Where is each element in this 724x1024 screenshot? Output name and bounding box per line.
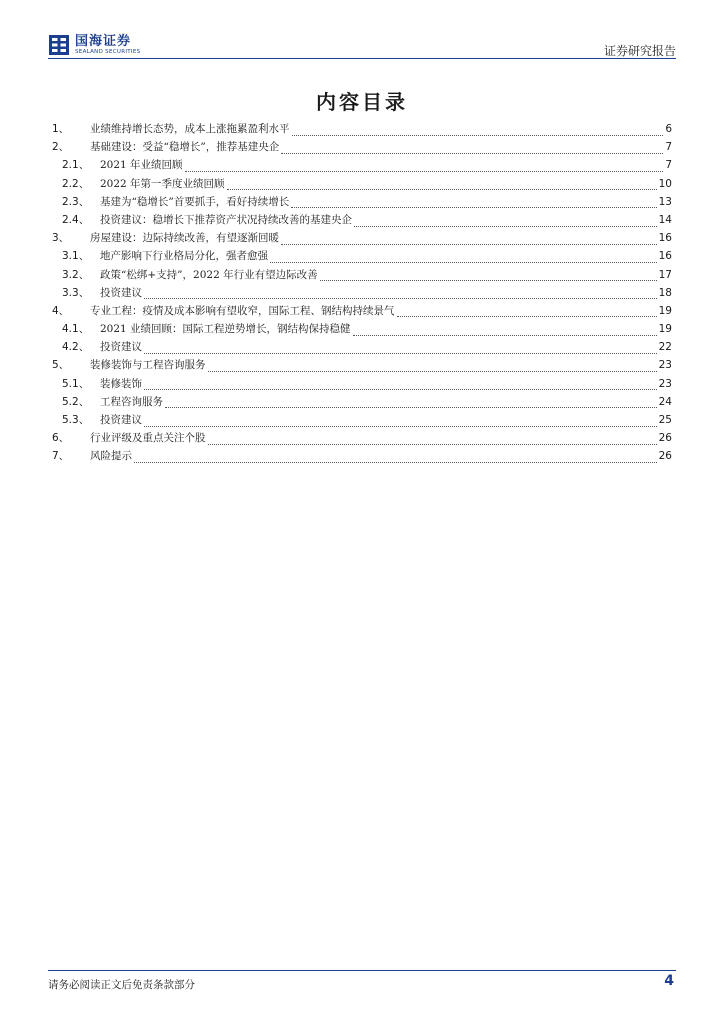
toc-entry-page: 13 [658,195,672,208]
toc-entry[interactable] [52,176,672,194]
toc-entry-number: 2.2、 [62,177,90,190]
toc-leader-dots [185,163,664,172]
toc-entry-title: 基础建设：受益“稳增长”，推荐基建央企 [90,141,280,154]
footer-divider [48,970,676,971]
toc-entry[interactable] [52,376,672,394]
toc-entry-number: 6、 [52,432,70,445]
toc-entry-number: 3.3、 [62,286,90,299]
toc-entry-number: 1、 [52,123,70,135]
company-logo [48,30,140,60]
logo-chinese-name: 国海证券 [75,33,132,49]
toc-entry-page: 19 [658,304,672,317]
toc-entry-page: 10 [658,177,672,190]
toc-entry-title: 投资建议 [100,341,142,354]
toc-entry[interactable] [52,194,672,212]
toc-entry-title: 行业评级及重点关注个股 [90,432,206,445]
toc-entry-number: 7、 [52,450,70,463]
toc-entry-number: 3.1、 [62,250,90,263]
toc-entry-number: 2.3、 [62,195,90,208]
toc-entry[interactable] [52,303,672,321]
toc-leader-dots [292,127,664,136]
toc-entry[interactable] [52,230,672,248]
toc-entry[interactable] [52,267,672,285]
toc-entry-title: 装修装饰与工程咨询服务 [90,359,206,372]
toc-entry-title: 专业工程：疫情及成本影响有望收窄，国际工程、钢结构持续景气 [90,304,395,317]
toc-entry-page: 23 [658,359,672,372]
table-of-contents [52,121,672,467]
toc-entry-number: 5.1、 [62,377,90,390]
toc-leader-dots [281,145,663,154]
toc-entry-page: 26 [658,450,672,463]
toc-entry-number: 2、 [52,141,70,154]
toc-entry[interactable] [52,357,672,375]
report-type-label: 证券研究报告 [603,44,676,58]
toc-entry-page: 7 [665,141,672,154]
toc-leader-dots [227,181,657,190]
toc-entry[interactable] [52,285,672,303]
toc-entry-number: 5.3、 [62,414,90,426]
toc-entry[interactable] [52,139,672,157]
toc-entry-page: 16 [658,232,672,245]
toc-entry-page: 16 [658,250,672,263]
sealand-logo-icon [48,34,70,56]
page-number: 4 [664,973,674,989]
toc-leader-dots [208,436,657,445]
toc-entry-number: 2.1、 [62,159,90,172]
toc-entry-title: 投资建议：稳增长下推荐资产状况持续改善的基建央企 [100,213,352,226]
toc-entry[interactable] [52,339,672,357]
toc-leader-dots [320,272,657,281]
toc-entry[interactable] [52,448,672,466]
header-divider [48,58,676,59]
toc-entry-number: 3.2、 [62,268,90,281]
toc-entry-title: 房屋建设：边际持续改善，有望逐渐回暖 [90,232,279,245]
toc-entry-title: 工程咨询服务 [100,395,163,408]
toc-leader-dots [144,290,657,299]
toc-entry-title: 2022 年第一季度业绩回顾 [100,177,225,190]
toc-entry[interactable] [52,121,672,139]
toc-leader-dots [144,381,657,390]
toc-entry-title: 投资建议 [100,286,142,299]
toc-entry-page: 6 [665,123,672,135]
toc-entry[interactable] [52,394,672,412]
toc-entry-number: 4.1、 [62,323,90,336]
toc-entry-title: 风险提示 [90,450,132,463]
toc-entry-title: 装修装饰 [100,377,142,390]
toc-entry-page: 22 [658,341,672,354]
toc-leader-dots [144,418,657,427]
toc-leader-dots [291,199,656,208]
toc-entry-number: 3、 [52,232,70,245]
toc-entry-number: 4、 [52,304,70,317]
toc-entry-number: 5、 [52,359,70,372]
toc-leader-dots [354,218,657,227]
toc-entry-title: 业绩维持增长态势，成本上涨拖累盈利水平 [90,123,290,135]
toc-leader-dots [270,254,657,263]
toc-entry-page: 18 [658,286,672,299]
toc-leader-dots [281,236,657,245]
toc-entry-number: 2.4、 [62,213,90,226]
toc-entry-page: 7 [665,159,672,172]
toc-entry-number: 5.2、 [62,395,90,408]
toc-leader-dots [165,399,657,408]
footer-disclaimer: 请务必阅读正文后免责条款部分 [48,979,195,991]
toc-leader-dots [353,327,657,336]
toc-leader-dots [208,363,657,372]
toc-entry[interactable] [52,157,672,175]
toc-leader-dots [397,308,657,317]
toc-entry[interactable] [52,412,672,430]
toc-entry[interactable] [52,321,672,339]
toc-entry-page: 17 [658,268,672,281]
toc-entry-number: 4.2、 [62,341,90,354]
toc-entry-page: 26 [658,432,672,445]
toc-entry-title: 2021 年业绩回顾 [100,159,183,172]
toc-leader-dots [134,454,657,463]
toc-leader-dots [144,345,657,354]
toc-entry-page: 24 [658,395,672,408]
toc-entry[interactable] [52,212,672,230]
page-header [48,30,676,60]
toc-entry-title: 2021 业绩回顾：国际工程逆势增长，钢结构保持稳健 [100,323,351,336]
toc-entry-page: 14 [658,213,672,226]
toc-entry-title: 基建为“稳增长”首要抓手，看好持续增长 [100,195,290,208]
toc-entry-page: 25 [658,414,672,426]
toc-entry-title: 投资建议 [100,414,142,426]
toc-entry-page: 19 [658,323,672,336]
page-title: 内容目录 [316,90,408,114]
logo-english-name: SEALAND SECURITIES [75,48,141,55]
toc-entry[interactable] [52,248,672,266]
toc-entry-page: 23 [658,377,672,390]
toc-entry-title: 地产影响下行业格局分化，强者愈强 [100,250,268,263]
toc-entry[interactable] [52,430,672,448]
toc-entry-title: 政策“松绑+支持”，2022 年行业有望边际改善 [100,268,318,281]
